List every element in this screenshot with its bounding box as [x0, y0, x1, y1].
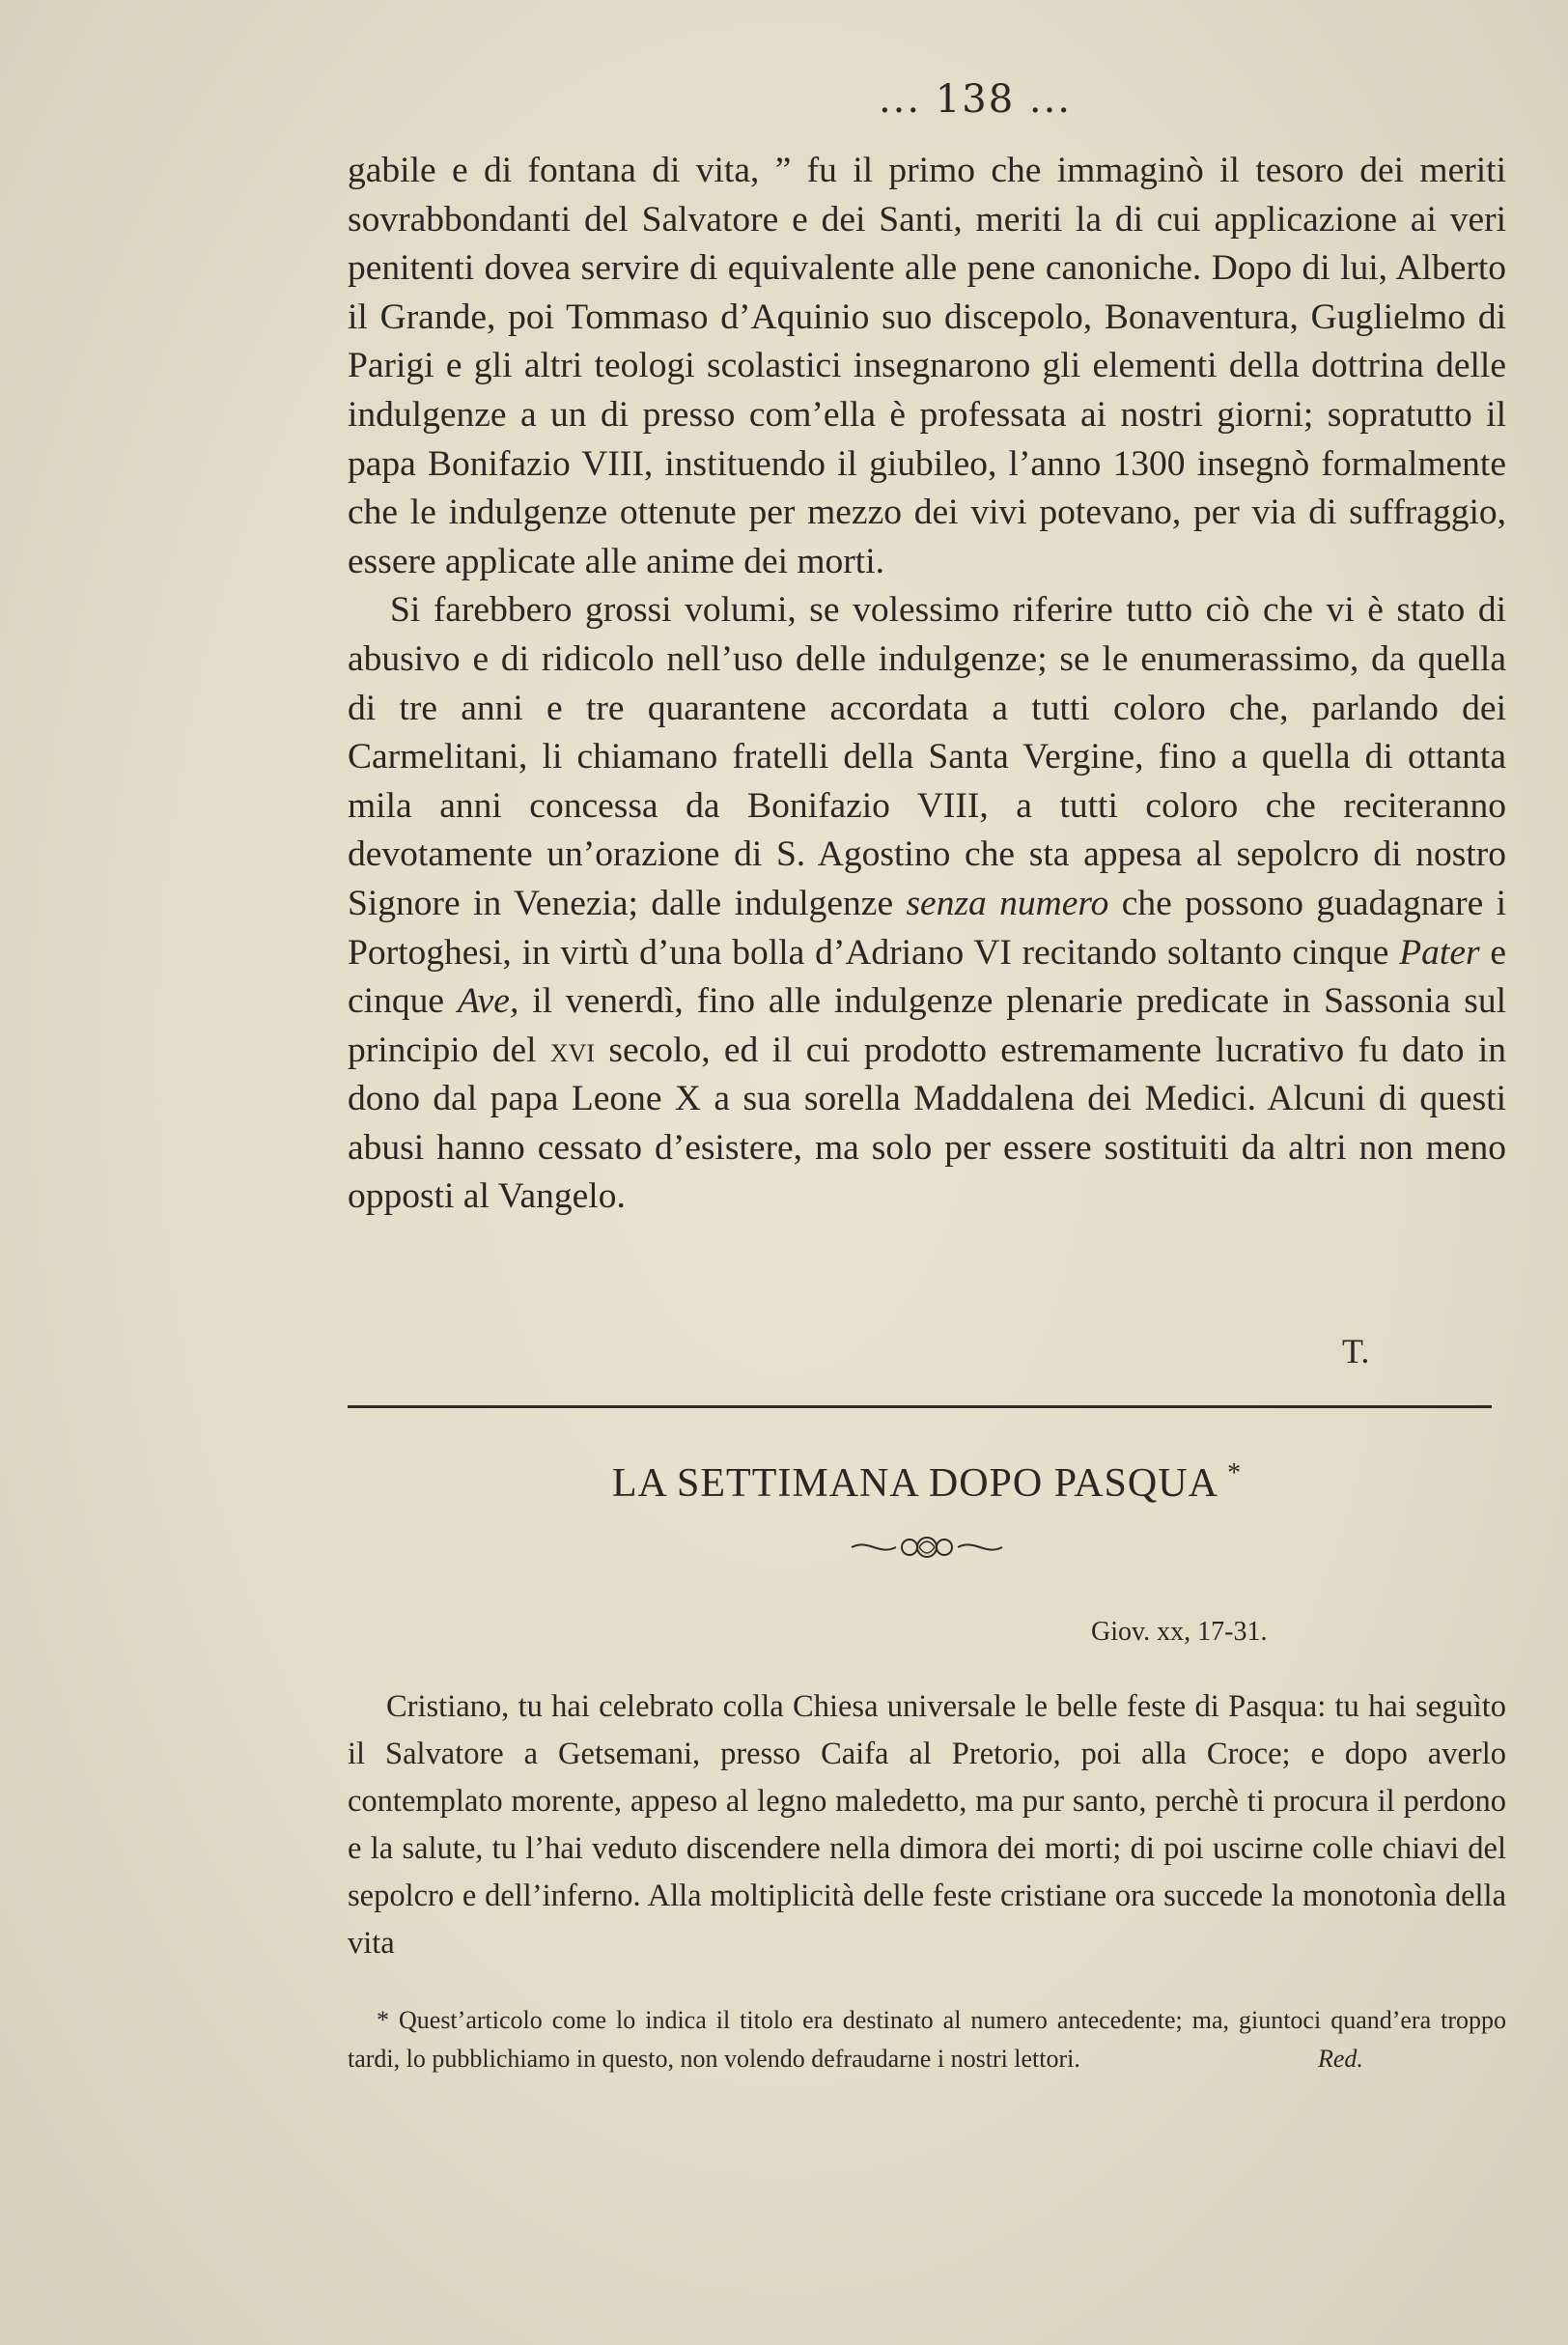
page-number: ... 138 ... [878, 77, 1073, 122]
section-title [348, 1458, 1506, 1507]
scripture-reference: Giov. xx, 17-31. [1091, 1617, 1268, 1647]
paragraph-2-text-b: che possono guadagnare i Portoghesi, in virtù d’una bolla d’Adriano VI recitando soltanto cinque [348, 883, 1507, 973]
footnote-text: Quest’articolo come lo indica il titolo era destinato al numero antecedente; ma, giuntoci quand’era troppo tardi, lo pubblichiamo in questo, non volendo defraudarne i nostri lettori. [348, 2006, 1507, 2073]
paragraph-2 [348, 586, 1506, 1222]
section-divider [348, 1405, 1492, 1408]
footnote-marker-symbol: * [377, 2006, 389, 2034]
century-numeral: xvi [549, 1030, 596, 1070]
ornament-icon [850, 1531, 1004, 1564]
section-title-text: LA SETTIMANA DOPO PASQUA [611, 1461, 1217, 1506]
paragraph-2-text-a: Si farebbero grossi volumi, se volessimo riferire tutto ciò che vi è stato di abusivo e di ridicolo nell’uso delle indulgenze; se le enumerassimo, da quella di tre anni e tre quarantene accordata a tutti coloro che, parlando dei Carmelitani, li chiamano fratelli della Santa Vergine, fino a quella di ottanta mila anni concessa da Bonifazio VIII, a tutti coloro che reciteranno devotamente un’orazione di S. Agostino che sta appesa al sepolcro di nostro Signore in Venezia; dalle indulgenze [348, 590, 1506, 923]
footnote [348, 2001, 1506, 2078]
paragraph-2-text-e: secolo, ed il cui prodotto estremamente lucrativo fu dato in dono dal papa Leone X a sua sorella Maddalena dei Medici. Alcuni di questi abusi hanno cessato d’esistere, ma solo per essere sostituiti da altri non meno opposti al Vangelo. [348, 1030, 1507, 1217]
italic-ave: Ave, [457, 981, 519, 1022]
body-text [348, 147, 1506, 1222]
italic-pater: Pater [1399, 932, 1480, 973]
paragraph-2-text-c: e cinque [348, 932, 1507, 1022]
paragraph-1: gabile e di fontana di vita, ” fu il primo che immaginò il tesoro dei meriti sovrabbondanti del Salvatore e dei Santi, meriti la di cui applicazione ai veri penitenti dovea servire di equivalente alle pene canoniche. Dopo di lui, Alberto il Grande, poi Tommaso d’Aquinio suo discepolo, Bonaventura, Guglielmo di Parigi e gli altri teologi scolastici insegnarono gli elementi della dottrina delle indulgenze a un di presso com’ella è professata ai nostri giorni; sopratutto il papa Bonifazio VIII, instituendo il giubileo, l’anno 1300 insegnò formalmente che le indulgenze ottenute per mezzo dei vivi potevano, per via di suffraggio, essere applicate alle anime dei morti. [348, 151, 1506, 581]
paragraph-3: Cristiano, tu hai celebrato colla Chiesa universale le belle feste di Pasqua: tu hai seguìto il Salvatore a Getsemani, presso Caifa al Pretorio, poi alla Croce; e dopo averlo contemplato morente, appeso al legno maledetto, ma pur santo, perchè ti procura il perdono e la salute, tu l’hai veduto discendere nella dimora dei morti; di poi uscirne colle chiavi del sepolcro e dell’inferno. Alla moltiplicità delle feste cristiane ora succede la monotonìa della vita [348, 1689, 1506, 1961]
paragraph-2-text-d: il venerdì, fino alle indulgenze plenarie predicate in Sassonia sul principio del [348, 981, 1506, 1070]
italic-senza-numero: senza numero [906, 883, 1109, 923]
footnote-signature: Red. [1318, 2045, 1363, 2073]
footnote-marker: * [1227, 1458, 1243, 1488]
author-signature: T. [1342, 1332, 1370, 1370]
